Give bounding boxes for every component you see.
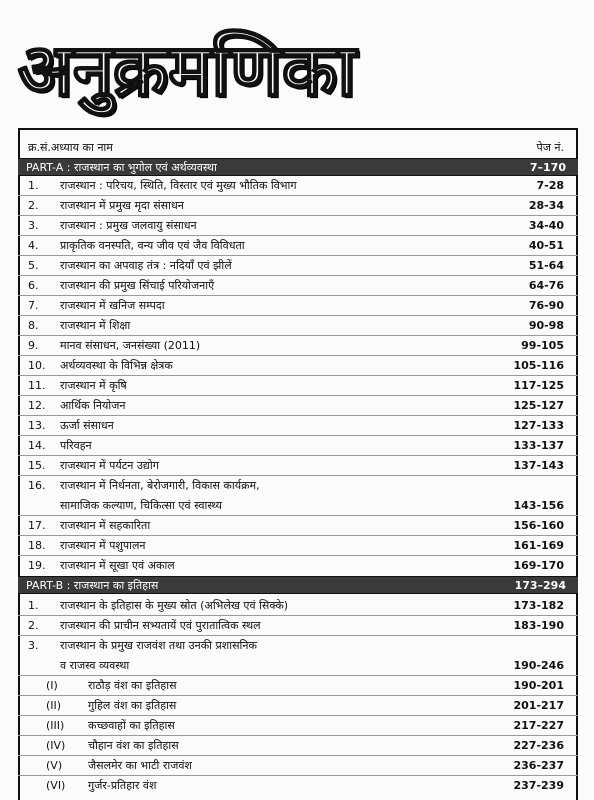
list-item: 13. ऊर्जा संसाधन 127-133 <box>18 416 578 436</box>
column-header <box>18 138 578 158</box>
list-item: 17. राजस्थान में सहकारिता 156-160 <box>18 516 578 536</box>
sub-list-item: (III) कच्छवाहों का इतिहास 217-227 <box>18 716 578 736</box>
list-item-continued: सामाजिक कल्याण, चिकित्सा एवं स्वास्थ्य 143-156 <box>18 496 578 516</box>
part-b-pages: 173–294 <box>514 579 566 592</box>
list-item-continued: व राजस्व व्यवस्था 190-246 <box>18 656 578 676</box>
list-item: 12. आर्थिक नियोजन 125-127 <box>18 396 578 416</box>
column-header-chapter: क्र.सं.अध्याय का नाम <box>28 141 113 154</box>
part-a-label: PART-A : राजस्थान का भुगोल एवं अर्थव्यवस्था <box>26 161 217 174</box>
list-item: 8. राजस्थान में शिक्षा 90-98 <box>18 316 578 336</box>
list-item: 19. राजस्थान में सूखा एवं अकाल 169-170 <box>28 559 564 572</box>
part-b-label: PART-B : राजस्थान का इतिहास <box>26 579 159 592</box>
sub-list-item: (II) गुहिल वंश का इतिहास 201-217 <box>18 696 578 716</box>
part-b-heading <box>18 576 578 594</box>
list-item: 3. राजस्थान : प्रमुख जलवायु संसाधन 34-40 <box>18 216 578 236</box>
list-item: 11. राजस्थान में कृषि 117-125 <box>18 376 578 396</box>
list-item: 6. राजस्थान की प्रमुख सिंचाई परियोजनाएँ 64-76 <box>18 276 578 296</box>
list-item: 10. अर्थव्यवस्था के विभिन्न क्षेत्रक 105-116 <box>18 356 578 376</box>
list-item: 2. राजस्थान की प्राचीन सभ्यतायें एवं पुरातात्विक स्थल 183-190 <box>18 616 578 636</box>
list-item: 1. राजस्थान के इतिहास के मुख्य स्रोत (अभिलेख एवं सिक्के) 173-182 <box>18 596 578 616</box>
sub-list-item: (I) राठौड़ वंश का इतिहास 190-201 <box>18 676 578 696</box>
column-header-page: पेज नं. <box>536 141 564 154</box>
list-item: 2. राजस्थान में प्रमुख मृदा संसाधन 28-34 <box>18 196 578 216</box>
list-item: 4. प्राकृतिक वनस्पति, वन्य जीव एवं जैव विविधता 40-51 <box>18 236 578 256</box>
sub-list-item: (VI) गुर्जर-प्रतिहार वंश 237-239 <box>46 779 564 792</box>
list-item: 1. राजस्थान : परिचय, स्थिति, विस्तार एवं मुख्य भौतिक विभाग 7-28 <box>18 176 578 196</box>
page-title: अनुक्रमणिका <box>18 28 356 112</box>
list-item: 14. परिवहन 133-137 <box>18 436 578 456</box>
sub-list-item: (IV) चौहान वंश का इतिहास 227-236 <box>18 736 578 756</box>
part-a-pages: 7–170 <box>529 161 566 174</box>
list-item: 15. राजस्थान में पर्यटन उद्योग 137-143 <box>18 456 578 476</box>
list-item: 7. राजस्थान में खनिज सम्पदा 76-90 <box>18 296 578 316</box>
part-a-heading <box>18 158 578 176</box>
list-item: 16. राजस्थान में निर्धनता, बेरोजगारी, विकास कार्यक्रम, <box>28 479 260 492</box>
list-item: 9. मानव संसाधन, जनसंख्या (2011) 99-105 <box>18 336 578 356</box>
list-item: 5. राजस्थान का अपवाह तंत्र : नदियाँ एवं झीलें 51-64 <box>18 256 578 276</box>
sub-list-item: (V) जैसलमेर का भाटी राजवंश 236-237 <box>18 756 578 776</box>
list-item: 3. राजस्थान के प्रमुख राजवंश तथा उनकी प्रशासनिक <box>28 639 257 652</box>
list-item: 18. राजस्थान में पशुपालन 161-169 <box>18 536 578 556</box>
